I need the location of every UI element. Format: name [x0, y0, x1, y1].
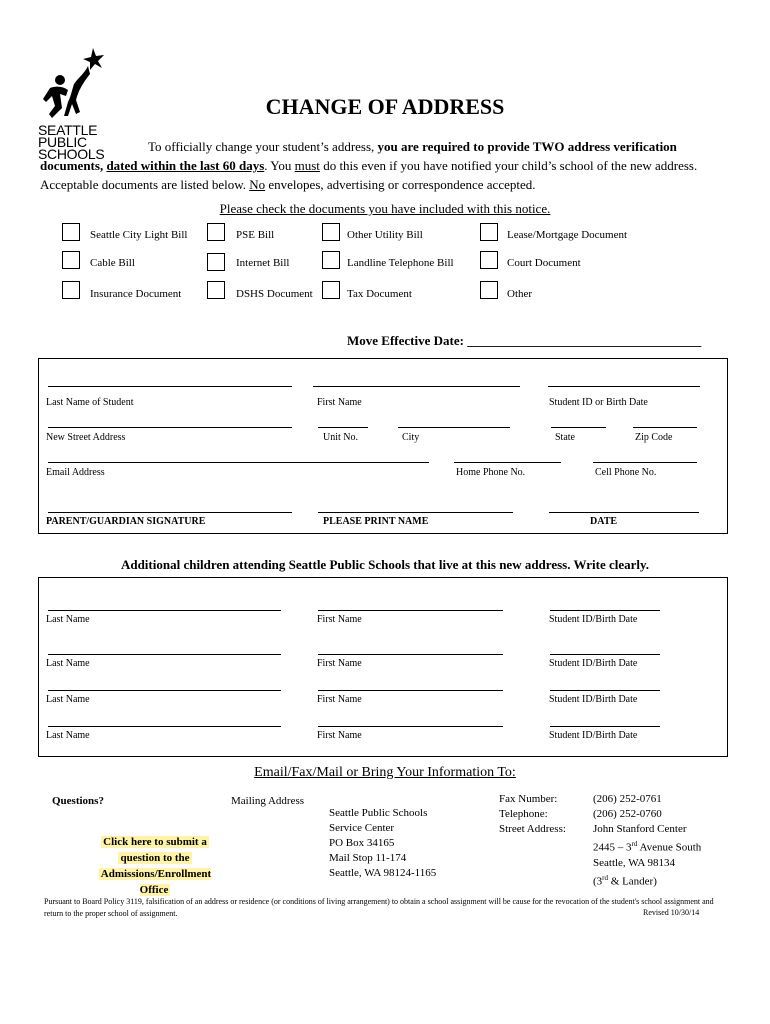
last-name-label: Last Name of Student [46, 397, 134, 408]
additional-children-heading: Additional children attending Seattle Public Schools that live at this new address. Write clearly. [120, 557, 650, 572]
policy-text: Pursuant to Board Policy 3119, falsification of an address or residence (or conditions of living arrangement) to obtain a school assignment will be cause for the revocation of the student's school assignment and return to the proper school of assignment. [44, 897, 714, 918]
child-id-label: Student ID/Birth Date [549, 614, 638, 625]
child-last-name-field[interactable] [48, 608, 281, 611]
city-label: City [402, 432, 420, 443]
fax-number: (206) 252-0761 [593, 793, 662, 805]
doc-label: Cable Bill [90, 257, 135, 269]
questions-label: Questions? [52, 795, 104, 807]
child-id-field[interactable] [550, 652, 660, 655]
checkbox-other-utility[interactable] [322, 223, 340, 241]
doc-label: PSE Bill [236, 229, 275, 241]
signature-label: PARENT/GUARDIAN SIGNATURE [46, 516, 206, 527]
doc-label: Internet Bill [236, 257, 290, 269]
revised-date: Revised 10/30/14 [643, 908, 700, 917]
doc-label: Lease/Mortgage Document [507, 229, 628, 241]
child-first-name-field[interactable] [318, 688, 503, 691]
student-id-field[interactable] [548, 382, 700, 387]
child-last-name-field[interactable] [48, 688, 281, 691]
checkbox-cable-bill[interactable] [62, 251, 80, 269]
state-field[interactable] [551, 425, 606, 428]
child-id-field[interactable] [550, 688, 660, 691]
child-last-name-label: Last Name [46, 658, 90, 669]
child-id-field[interactable] [550, 608, 660, 611]
child-first-name-field[interactable] [318, 608, 503, 611]
child-first-name-field[interactable] [318, 724, 503, 727]
email-field[interactable] [48, 460, 429, 463]
student-id-label: Student ID or Birth Date [549, 397, 648, 408]
doc-label: DSHS Document [236, 288, 313, 300]
child-first-name-label: First Name [317, 658, 362, 669]
child-last-name-label: Last Name [46, 730, 90, 741]
doc-label: Other [507, 288, 533, 300]
child-last-name-field[interactable] [48, 652, 281, 655]
page-title: CHANGE OF ADDRESS [265, 94, 505, 119]
home-phone-field[interactable] [454, 460, 561, 463]
checkbox-court-document[interactable] [480, 251, 498, 269]
state-label: State [555, 432, 575, 443]
checkbox-tax-document[interactable] [322, 281, 340, 299]
submit-question-link[interactable]: Click here to submit a question to the Admissions/Enrollment Office [100, 836, 212, 896]
date-label: DATE [590, 516, 618, 527]
print-name-field[interactable] [318, 510, 513, 513]
unit-field[interactable] [318, 425, 368, 428]
doc-label: Other Utility Bill [347, 229, 423, 241]
checkbox-internet-bill[interactable] [207, 253, 225, 271]
contact-values: (206) 252-0761 (206) 252-0760 John Stanford Center 2445 – 3rd Avenue South Seattle, WA 98134 (3rd & Lander) [593, 793, 702, 888]
cell-phone-label: Cell Phone No. [595, 467, 657, 478]
child-first-name-label: First Name [317, 614, 362, 625]
zip-field[interactable] [633, 425, 697, 428]
checkbox-seattle-city-light[interactable] [62, 223, 80, 241]
doc-label: Court Document [507, 257, 581, 269]
child-last-name-field[interactable] [48, 724, 281, 727]
send-info-heading: Email/Fax/Mail or Bring Your Information To: [254, 765, 516, 780]
mailing-address-label: Mailing Address [231, 795, 305, 807]
mailing-address: Seattle Public Schools Service Center PO Box 34165 Mail Stop 11-174 Seattle, WA 98124-1165 [329, 807, 437, 879]
contact-labels: Fax Number: Telephone: Street Address: [499, 793, 566, 835]
telephone-number: (206) 252-0760 [593, 808, 662, 820]
child-last-name-label: Last Name [46, 694, 90, 705]
checkbox-other[interactable] [480, 281, 498, 299]
checkbox-dshs[interactable] [207, 281, 225, 299]
checkbox-insurance[interactable] [62, 281, 80, 299]
signature-field[interactable] [48, 510, 292, 513]
child-last-name-label: Last Name [46, 614, 90, 625]
move-effective-date[interactable]: Move Effective Date: ____________________________________ [347, 333, 702, 348]
home-phone-label: Home Phone No. [456, 467, 526, 478]
date-field[interactable] [549, 510, 699, 513]
child-first-name-label: First Name [317, 730, 362, 741]
zip-label: Zip Code [635, 432, 673, 443]
print-name-label: PLEASE PRINT NAME [323, 516, 429, 527]
child-id-field[interactable] [550, 724, 660, 727]
child-id-label: Student ID/Birth Date [549, 694, 638, 705]
doc-label: Landline Telephone Bill [347, 257, 454, 269]
child-id-label: Student ID/Birth Date [549, 658, 638, 669]
child-id-label: Student ID/Birth Date [549, 730, 638, 741]
logo-public: PUBLIC [38, 134, 87, 150]
first-name-field[interactable] [313, 382, 520, 387]
doc-label: Tax Document [347, 288, 412, 300]
doc-label: Insurance Document [90, 288, 182, 300]
checkbox-pse-bill[interactable] [207, 223, 225, 241]
cell-phone-field[interactable] [593, 460, 697, 463]
logo-seattle: SEATTLE [38, 122, 98, 138]
street-label: New Street Address [46, 432, 126, 443]
doc-label: Seattle City Light Bill [90, 229, 188, 241]
intro-paragraph: To officially change your student’s address, you are required to provide TWO address verification documents, dated within the last 60 days. You must do this even if you have notified your child’s school of the new address. Acceptable documents are listed below. No envelopes, advertising or correspondence accepted. [40, 139, 698, 192]
city-field[interactable] [398, 425, 510, 428]
first-name-label: First Name [317, 397, 362, 408]
checkbox-landline[interactable] [322, 251, 340, 269]
logo-schools: SCHOOLS [38, 146, 105, 162]
documents-heading: Please check the documents you have included with this notice. [219, 201, 551, 216]
checkbox-lease-mortgage[interactable] [480, 223, 498, 241]
email-label: Email Address [46, 467, 105, 478]
last-name-field[interactable] [48, 382, 292, 387]
unit-label: Unit No. [323, 432, 358, 443]
child-first-name-label: First Name [317, 694, 362, 705]
child-first-name-field[interactable] [318, 652, 503, 655]
street-field[interactable] [48, 425, 292, 428]
